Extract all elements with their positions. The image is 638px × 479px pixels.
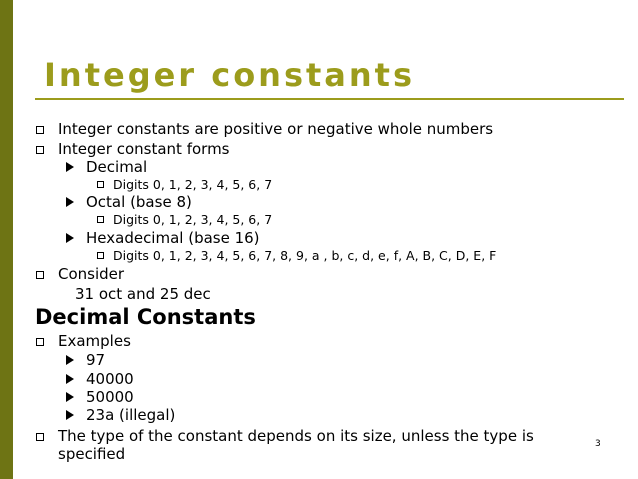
page-number: 3	[595, 439, 601, 449]
bullet-hexadecimal: Hexadecimal (base 16)	[86, 229, 260, 247]
bullet-examples: Examples	[58, 332, 131, 350]
triangle-bullet-icon	[66, 233, 74, 243]
square-bullet-icon	[36, 146, 44, 154]
slide-title: Integer constants	[44, 56, 416, 94]
triangle-bullet-icon	[66, 355, 74, 365]
bullet-octal: Octal (base 8)	[86, 193, 192, 211]
triangle-bullet-icon	[66, 410, 74, 420]
bullet-octal-digits: Digits 0, 1, 2, 3, 4, 5, 6, 7	[113, 212, 273, 227]
example-item: 97	[86, 351, 106, 369]
square-bullet-icon	[97, 216, 104, 223]
bullet-type-size-line1: The type of the constant depends on its size, unless the type is	[58, 427, 534, 445]
bullet-decimal-digits: Digits 0, 1, 2, 3, 4, 5, 6, 7	[113, 177, 273, 192]
bullet-integer-definition: Integer constants are positive or negative whole numbers	[58, 120, 494, 138]
section-heading: Decimal Constants	[35, 305, 256, 329]
square-bullet-icon	[97, 181, 104, 188]
sidebar-accent-bar	[0, 0, 13, 479]
bullet-decimal: Decimal	[86, 158, 148, 176]
consider-detail: 31 oct and 25 dec	[75, 285, 211, 303]
triangle-bullet-icon	[66, 162, 74, 172]
example-item: 40000	[86, 370, 134, 388]
square-bullet-icon	[36, 271, 44, 279]
example-item: 50000	[86, 388, 134, 406]
triangle-bullet-icon	[66, 392, 74, 402]
triangle-bullet-icon	[66, 374, 74, 384]
bullet-type-size-line2: specified	[58, 445, 126, 463]
square-bullet-icon	[97, 252, 104, 259]
bullet-consider: Consider	[58, 265, 125, 283]
square-bullet-icon	[36, 433, 44, 441]
bullet-integer-forms: Integer constant forms	[58, 140, 230, 158]
triangle-bullet-icon	[66, 197, 74, 207]
bullet-hex-digits: Digits 0, 1, 2, 3, 4, 5, 6, 7, 8, 9, a , b, c, d, e, f, A, B, C, D, E, F	[113, 248, 497, 263]
title-underline	[35, 98, 624, 100]
square-bullet-icon	[36, 338, 44, 346]
square-bullet-icon	[36, 126, 44, 134]
example-item: 23a (illegal)	[86, 406, 176, 424]
